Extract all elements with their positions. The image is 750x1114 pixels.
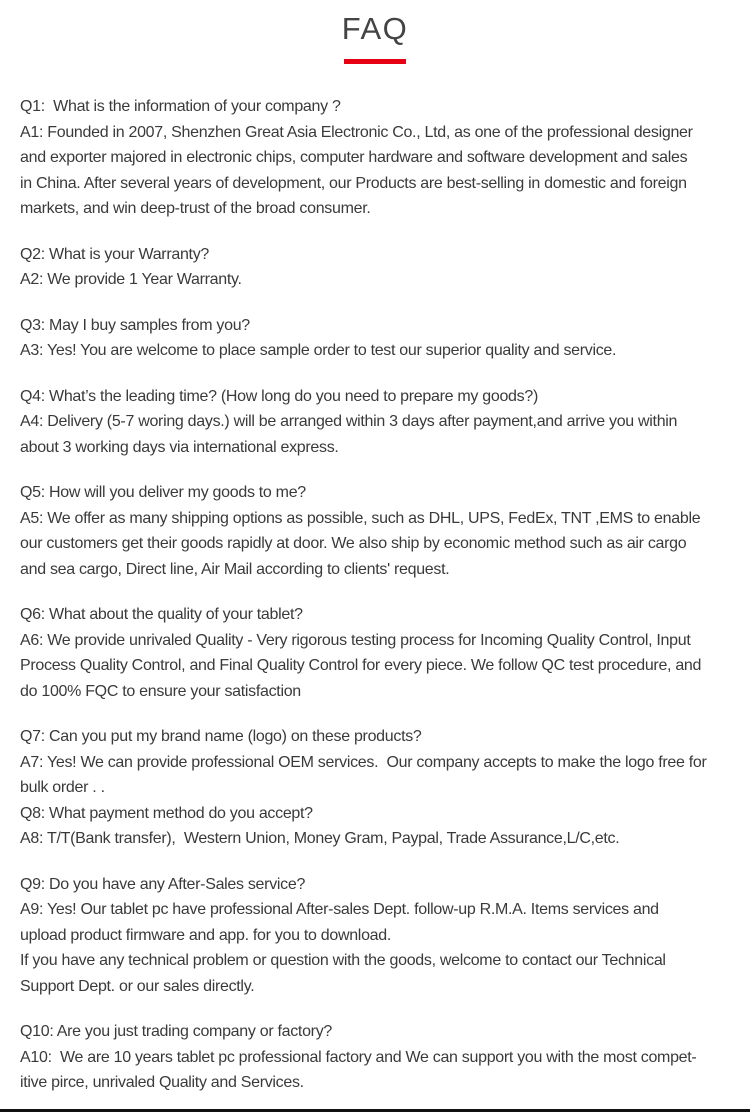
faq-line: and sea cargo, Direct line, Air Mail according to clients' request. <box>20 560 450 578</box>
faq-line: Support Dept. or our sales directly. <box>20 977 255 995</box>
faq-block-q4 <box>20 384 730 461</box>
faq-line: our customers get their goods rapidly at door. We also ship by economic method such as air cargo <box>20 535 687 552</box>
faq-block-q9 <box>20 872 730 1000</box>
faq-line: bulk order . . <box>20 779 105 796</box>
faq-line: A1: Founded in 2007, Shenzhen Great Asia Electronic Co., Ltd, as one of the professional designer <box>20 123 693 141</box>
faq-line: do 100% FQC to ensure your satisfaction <box>20 682 301 700</box>
faq-line: A8: T/T(Bank transfer), Western Union, Money Gram, Paypal, Trade Assurance,L/C,etc. <box>20 830 620 847</box>
faq-line: itive pirce, unrivaled Quality and Services. <box>20 1074 304 1091</box>
faq-line: Q9: Do you have any After-Sales service? <box>20 875 306 893</box>
faq-line: A6: We provide unrivaled Quality - Very rigorous testing process for Incoming Quality Control, Input <box>20 631 691 649</box>
faq-line: Q6: What about the quality of your tablet? <box>20 606 303 623</box>
faq-line: Q1: What is the information of your company ? <box>20 98 341 115</box>
faq-line: about 3 working days via international express. <box>20 438 339 456</box>
faq-block-q1 <box>20 94 730 222</box>
faq-block-q3 <box>20 313 730 364</box>
faq-line: A3: Yes! You are welcome to place sample order to test our superior quality and service. <box>20 342 617 359</box>
faq-line: Q10: Are you just trading company or factory? <box>20 1023 333 1040</box>
faq-line: A5: We offer as many shipping options as possible, such as DHL, UPS, FedEx, TNT ,EMS to enable <box>20 509 701 527</box>
faq-block-q6 <box>20 602 730 704</box>
faq-line: upload product firmware and app. for you to download. <box>20 926 392 944</box>
faq-line: Q8: What payment method do you accept? <box>20 804 313 822</box>
faq-line: If you have any technical problem or question with the goods, welcome to contact our Technical <box>20 952 666 969</box>
page-title: FAQ <box>341 11 409 46</box>
faq-line: Q2: What is your Warranty? <box>20 245 209 263</box>
faq-line: A2: We provide 1 Year Warranty. <box>20 271 242 288</box>
faq-line: Q7: Can you put my brand name (logo) on these products? <box>20 728 422 745</box>
faq-line: A4: Delivery (5-7 woring days.) will be arranged within 3 days after payment,and arrive you within <box>20 413 678 430</box>
bottom-divider <box>0 1109 750 1112</box>
faq-block-q7-q8 <box>20 724 730 852</box>
faq-line: A7: Yes! We can provide professional OEM services. Our company accepts to make the logo free for <box>20 753 707 771</box>
faq-block-q2 <box>20 242 730 293</box>
faq-block-q10 <box>20 1019 730 1096</box>
faq-line: Q5: How will you deliver my goods to me? <box>20 484 306 501</box>
faq-line: markets, and win deep-trust of the broad consumer. <box>20 200 371 217</box>
faq-line: and exporter majored in electronic chips, computer hardware and software development and sales <box>20 149 688 166</box>
faq-list <box>0 64 750 1096</box>
faq-block-q5 <box>20 480 730 582</box>
faq-line: A10: We are 10 years tablet pc professional factory and We can support you with the most compet- <box>20 1048 697 1066</box>
faq-line: Process Quality Control, and Final Quality Control for every piece. We follow QC test procedure, and <box>20 657 702 674</box>
page-header <box>0 0 750 64</box>
faq-line: Q4: What’s the leading time? (How long do you need to prepare my goods?) <box>20 387 538 405</box>
faq-line: Q3: May I buy samples from you? <box>20 316 250 334</box>
faq-line: in China. After several years of development, our Products are best-selling in domestic and foreign <box>20 174 687 192</box>
faq-line: A9: Yes! Our tablet pc have professional After-sales Dept. follow-up R.M.A. Items services and <box>20 901 659 918</box>
